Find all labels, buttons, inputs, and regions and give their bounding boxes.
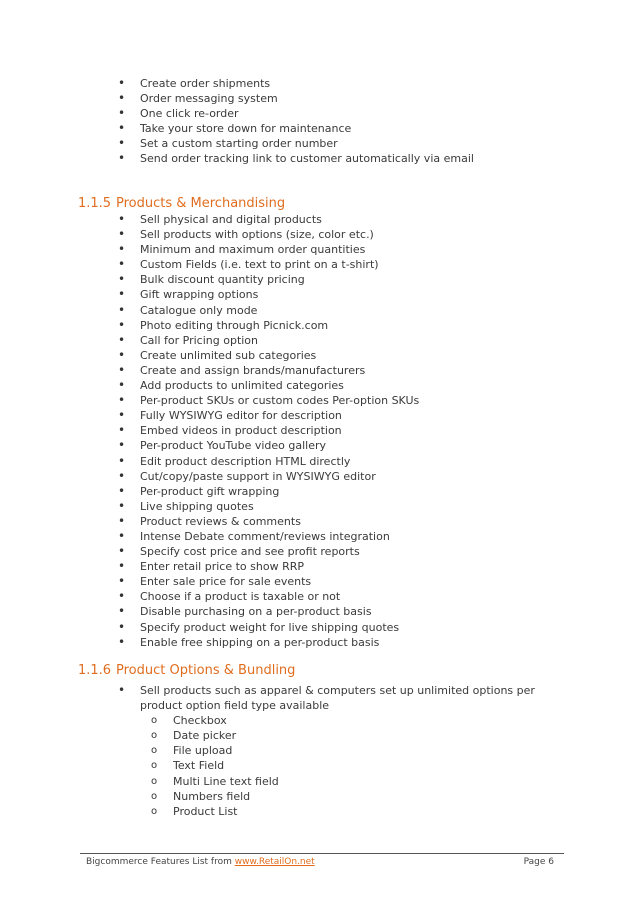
list-item: • Enter retail price to show RRP (0, 559, 560, 574)
sub-list-item: o Product List (0, 804, 560, 819)
list-item: • Photo editing through Picnick.com (0, 318, 560, 333)
section-title: Products & Merchandising (116, 196, 286, 211)
footer-text: Bigcommerce Features List from (86, 857, 235, 867)
list-item: • Enter sale price for sale events (0, 574, 560, 589)
section-number: 1.1.5 (78, 196, 112, 211)
list-item: • Take your store down for maintenance (0, 121, 560, 136)
list-item: • Catalogue only mode (0, 303, 560, 318)
sub-list-item: o Numbers field (0, 789, 560, 804)
list-item: • Intense Debate comment/reviews integration (0, 529, 560, 544)
list-item: • Minimum and maximum order quantities (0, 242, 560, 257)
footer-divider (80, 853, 564, 854)
list-item: • One click re-order (0, 106, 560, 121)
section-heading-product-options-bundling (78, 663, 295, 679)
footer-link[interactable]: www.RetailOn.net (234, 857, 315, 867)
list-item: • Sell physical and digital products (0, 212, 560, 227)
section-heading-products-merchandising (78, 196, 285, 212)
list-item: • Edit product description HTML directly (0, 454, 560, 469)
top-bullet-list (0, 76, 560, 167)
list-item: • Send order tracking link to customer automatically via email (0, 151, 560, 166)
sub-list-item: o Checkbox (0, 713, 560, 728)
sub-list-item: o Text Field (0, 758, 560, 773)
sub-list-item: o File upload (0, 743, 560, 758)
list-item: • Disable purchasing on a per-product basis (0, 604, 560, 619)
sub-list-item: o Multi Line text field (0, 774, 560, 789)
list-item: • Custom Fields (i.e. text to print on a t-shirt) (0, 257, 560, 272)
list-item: • Create order shipments (0, 76, 560, 91)
list-item: • Sell products with options (size, color etc.) (0, 227, 560, 242)
list-item: • Choose if a product is taxable or not (0, 589, 560, 604)
sub-list-item: o Date picker (0, 728, 560, 743)
list-item: • Specify product weight for live shipping quotes (0, 620, 560, 635)
list-item: • Live shipping quotes (0, 499, 560, 514)
footer-source (86, 857, 315, 867)
section-number: 1.1.6 (78, 663, 112, 678)
product-options-list (0, 683, 560, 819)
section-title: Product Options & Bundling (116, 663, 296, 678)
list-item: • Enable free shipping on a per-product basis (0, 635, 560, 650)
list-item: • Per-product gift wrapping (0, 484, 560, 499)
list-item: • Add products to unlimited categories (0, 378, 560, 393)
list-item: • Create and assign brands/manufacturers (0, 363, 560, 378)
list-item: • Gift wrapping options (0, 287, 560, 302)
list-item: • Per-product SKUs or custom codes Per-option SKUs (0, 393, 560, 408)
list-item: • Bulk discount quantity pricing (0, 272, 560, 287)
page-number: Page 6 (523, 857, 554, 867)
list-item: • Set a custom starting order number (0, 136, 560, 151)
list-item: • Call for Pricing option (0, 333, 560, 348)
list-item: • Specify cost price and see profit reports (0, 544, 560, 559)
list-item: • Create unlimited sub categories (0, 348, 560, 363)
list-item: • Sell products such as apparel & computers set up unlimited options per product option field type available (0, 683, 560, 713)
list-item: • Cut/copy/paste support in WYSIWYG editor (0, 469, 560, 484)
list-item: • Per-product YouTube video gallery (0, 438, 560, 453)
list-item: • Product reviews & comments (0, 514, 560, 529)
list-item: • Embed videos in product description (0, 423, 560, 438)
list-item: • Fully WYSIWYG editor for description (0, 408, 560, 423)
list-item: • Order messaging system (0, 91, 560, 106)
products-merchandising-list (0, 212, 560, 650)
